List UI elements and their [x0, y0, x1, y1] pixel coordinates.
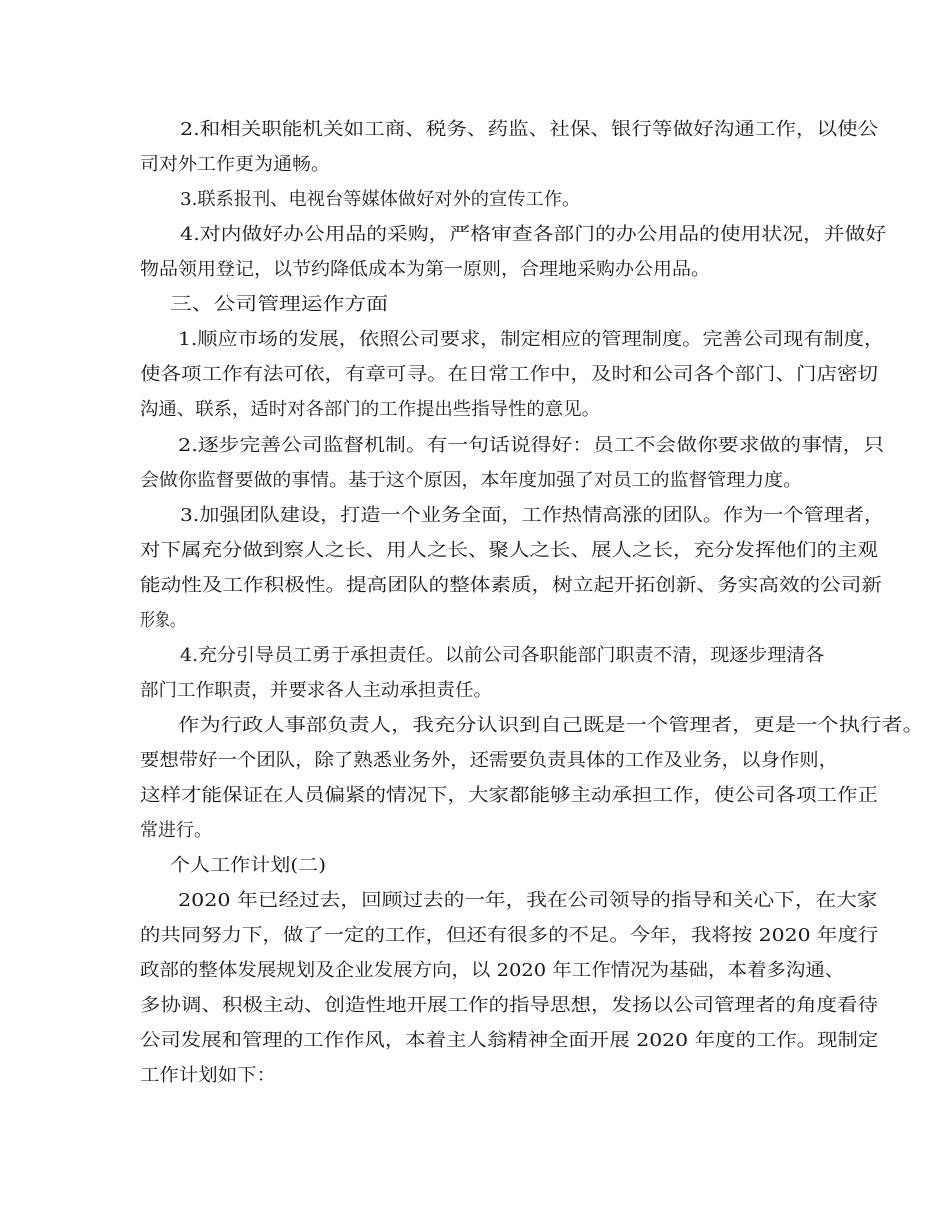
- text-line: 使各项工作有法可依，有章可寻。在日常工作中，及时和公司各个部门、门店密切: [140, 364, 878, 385]
- text-line: 工作计划如下：: [140, 1065, 276, 1086]
- text-line: 要想带好一个团队，除了熟悉业务外，还需要负责具体的工作及业务，以身作则，: [140, 750, 838, 771]
- text-line: 对下属充分做到察人之长、用人之长、聚人之长、展人之长，充分发挥他们的主观: [140, 540, 878, 561]
- text-line: 司对外工作更为通畅。: [140, 154, 330, 175]
- section-heading: 个人工作计划(二): [170, 855, 327, 876]
- text-line: 2.逐步完善公司监督机制。有一句话说得好：员工不会做你要求做的事情，只: [178, 435, 885, 456]
- text-line: 政部的整体发展规划及企业发展方向，以 2020 年工作情况为基础，本着多沟通、: [140, 960, 845, 981]
- text-line: 2.和相关职能机关如工商、税务、药监、社保、银行等做好沟通工作，以使公: [180, 119, 879, 140]
- text-line: 多协调、积极主动、创造性地开展工作的指导思想，发扬以公司管理者的角度看待: [140, 995, 878, 1016]
- text-line: 这样才能保证在人员偏紧的情况下，大家都能够主动承担工作，使公司各项工作正: [140, 785, 878, 806]
- text-line: 1.顺应市场的发展，依照公司要求，制定相应的管理制度。完善公司现有制度，: [178, 329, 885, 350]
- text-line: 沟通、联系，适时对各部门的工作提出些指导性的意见。: [140, 399, 600, 420]
- text-line: 会做你监督要做的事情。基于这个原因，本年度加强了对员工的监督管理力度。: [140, 470, 802, 491]
- text-line: 4.充分引导员工勇于承担责任。以前公司各职能部门职责不清，现逐步理清各: [180, 645, 825, 666]
- text-line: 2020 年已经过去，回顾过去的一年，我在公司领导的指导和关心下，在大家: [178, 890, 878, 911]
- text-line: 公司发展和管理的工作作风，本着主人翁精神全面开展 2020 年度的工作。现制定: [140, 1030, 879, 1051]
- text-line: 3.联系报刊、电视台等媒体做好对外的宣传工作。: [180, 189, 581, 210]
- section-heading: 三、公司管理运作方面: [170, 294, 388, 315]
- text-line: 作为行政人事部负责人，我充分认识到自己既是一个管理者，更是一个执行者。: [178, 715, 924, 736]
- text-line: 的共同努力下，做了一定的工作，但还有很多的不足。今年，我将按 2020 年度行: [140, 925, 879, 946]
- text-line: 能动性及工作积极性。提高团队的整体素质，树立起开拓创新、务实高效的公司新: [140, 575, 882, 596]
- text-line: 3.加强团队建设，打造一个业务全面，工作热情高涨的团队。作为一个管理者，: [180, 505, 885, 526]
- text-line: 部门工作职责，并要求各人主动承担责任。: [140, 680, 492, 701]
- text-line: 4.对内做好办公用品的采购，严格审查各部门的办公用品的使用状况，并做好: [180, 224, 887, 245]
- text-line: 常进行。: [140, 820, 212, 841]
- text-line: 物品领用登记，以节约降低成本为第一原则，合理地采购办公用品。: [140, 259, 710, 280]
- text-line: 形象。: [140, 610, 185, 631]
